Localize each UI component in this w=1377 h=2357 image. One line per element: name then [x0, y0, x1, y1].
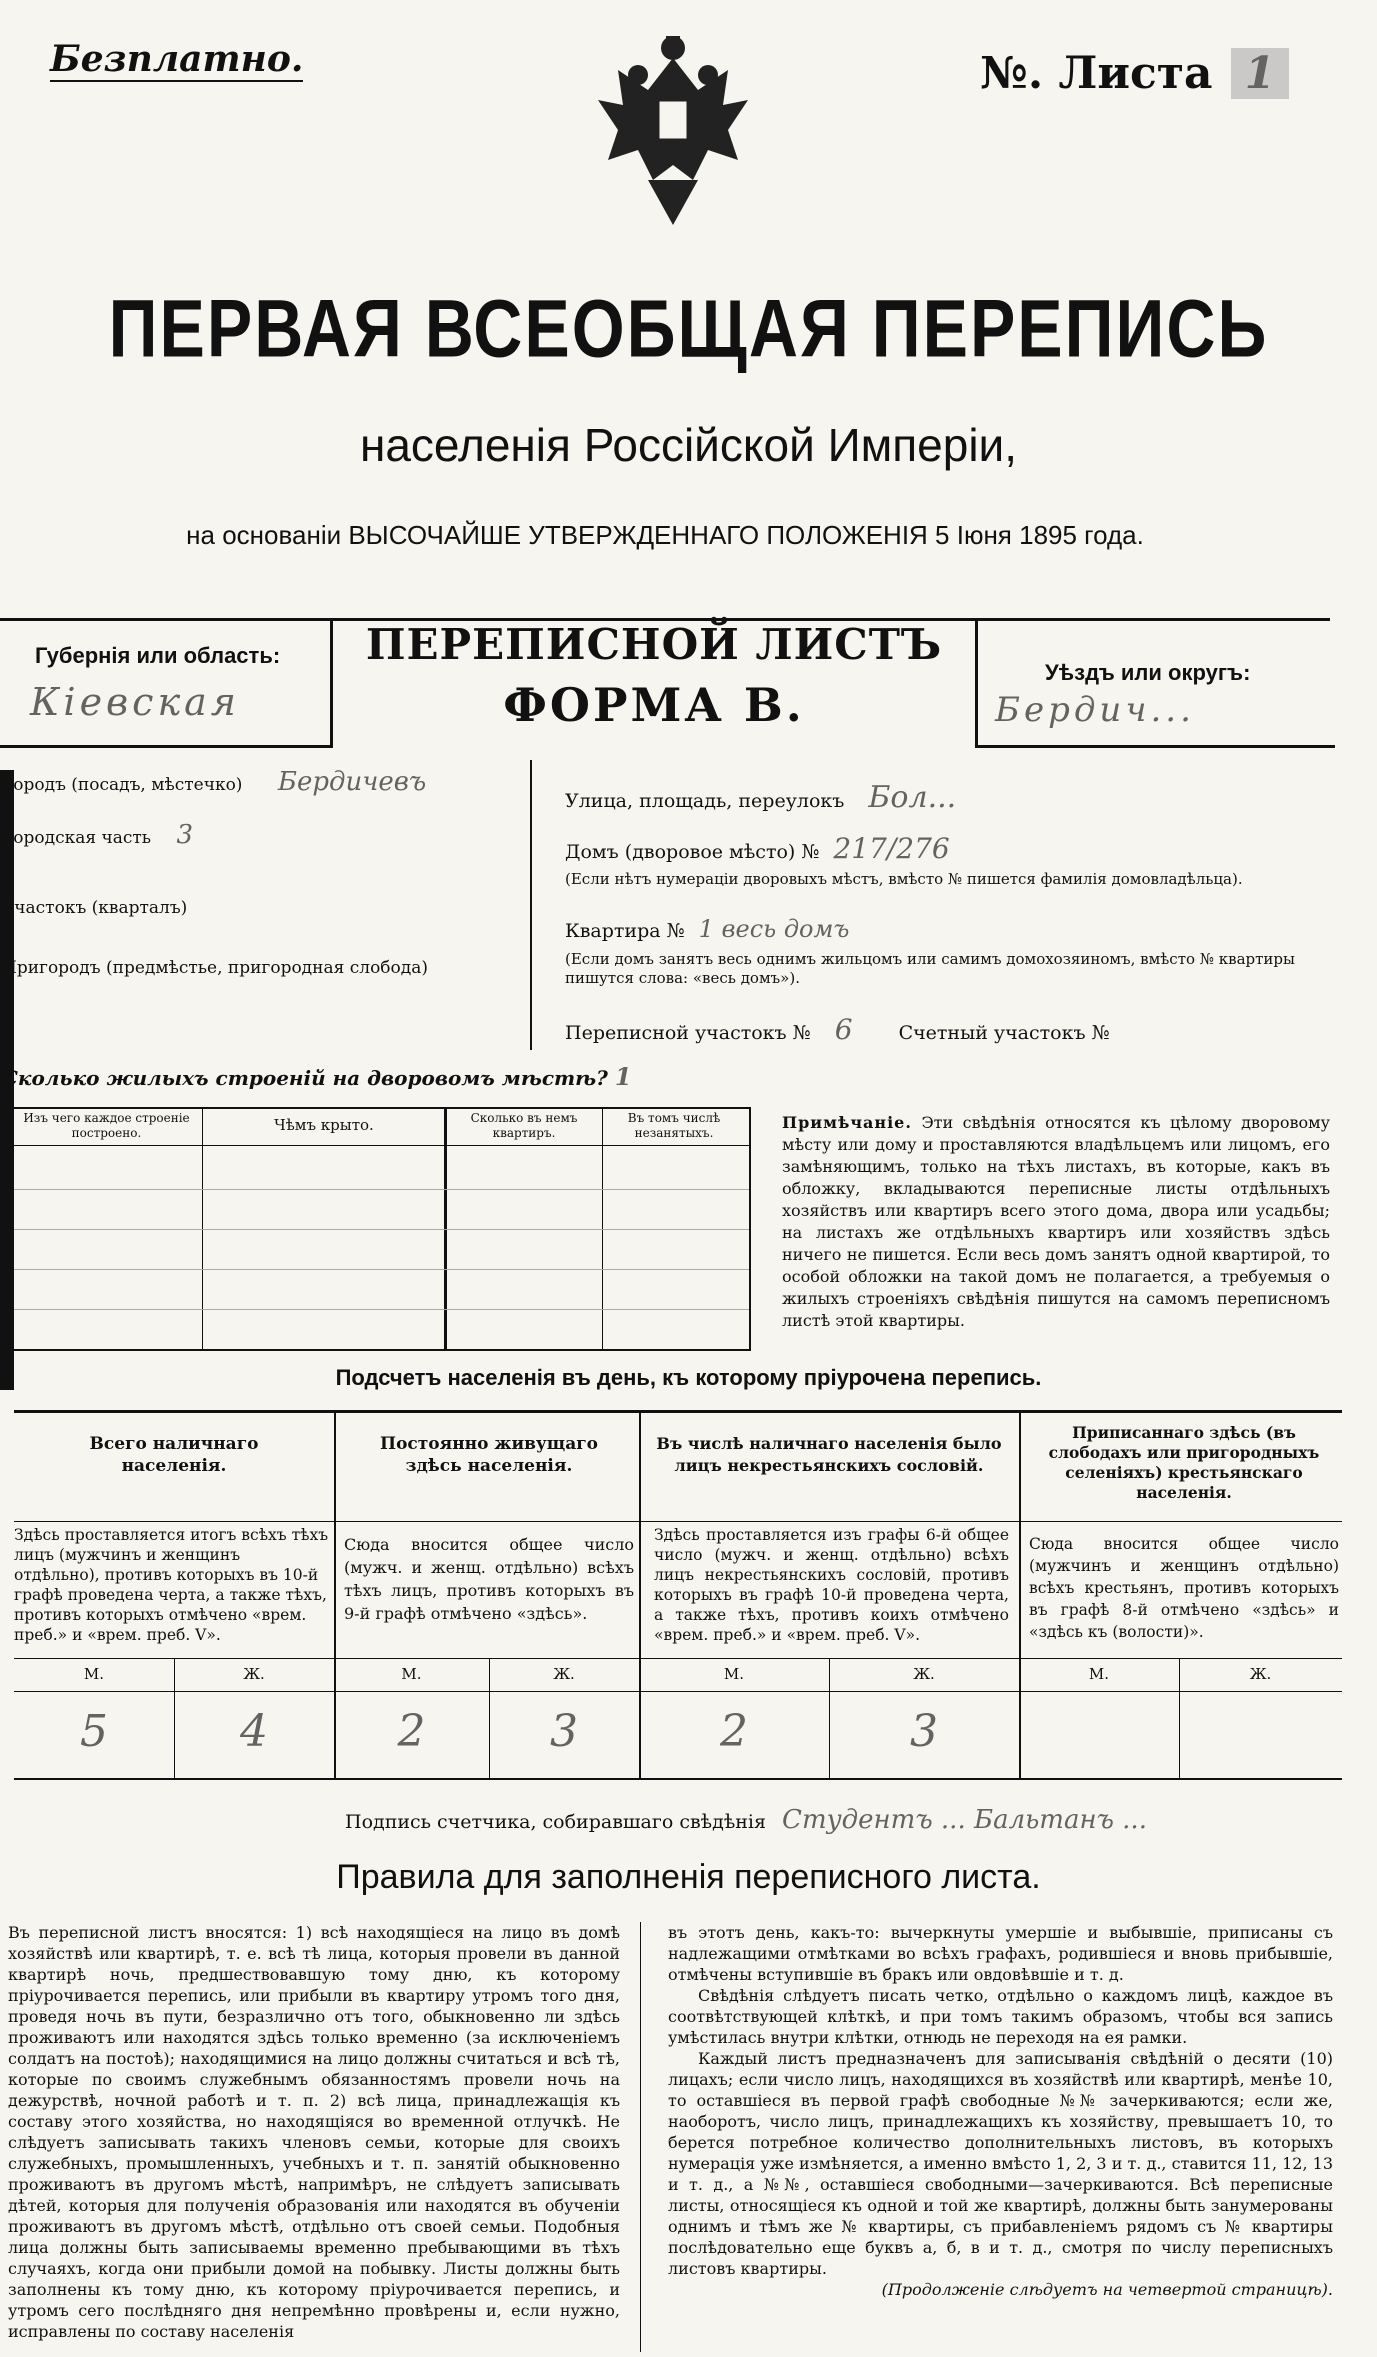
count-col4-m: М.: [1088, 1665, 1110, 1683]
count-col4-head: Приписаннаго здѣсь (въ слободахъ или пригородныхъ селеніяхъ) крестьянскаго населенія.: [1048, 1423, 1320, 1502]
note-block: [782, 1112, 1330, 1332]
signature-value: Студентъ ... Бальтанъ ...: [782, 1805, 1147, 1835]
census-title: ПЕРВАЯ ВСЕОБЩАЯ ПЕРЕПИСЬ: [108, 283, 1269, 375]
count-col3-body: Здѣсь проставляется изъ графы 6-й общее число (мужч. и женщ. отдѣльно) всѣхъ лицъ некрестьянскихъ сословій, противъ которыхъ въ графѣ 10-й проведена черта, а также тѣхъ, противъ коихъ отмѣчено «врем. преб.» и «врем. преб. V».: [654, 1526, 1009, 1644]
note-label: Примѣчаніе.: [782, 1113, 912, 1132]
imperial-eagle-emblem: [578, 30, 768, 230]
form-name: ФОРМА В.: [503, 678, 805, 732]
census-subtitle: населенія Россійской Имперіи,: [359, 419, 1018, 471]
sheet-number-value: 1: [1231, 48, 1290, 99]
buildings-table: [14, 1107, 751, 1351]
census-basis: на основаніи ВЫСОЧАЙШЕ УТВЕРЖДЕННАГО ПОЛОЖЕНІЯ 5 Іюня 1895 года.: [186, 520, 1144, 550]
buildings-col1-head: Изъ чего каждое строеніе построено.: [23, 1111, 190, 1140]
count-col1-head: Всего наличнаго населенія.: [89, 1434, 259, 1476]
count-table: [14, 1410, 1342, 1780]
city-value: Бердичевъ: [277, 767, 427, 797]
note-text: Эти свѣдѣнія относятся къ цѣлому дворовому мѣсту или дому и проставляются владѣльцемъ или лицомъ, его замѣняющимъ, только на тѣхъ листахъ, въ которые, какъ въ обложку, вкладываются переписные листы отдѣльныхъ хозяйствъ или квартиръ всего этого дома, двора или усадьбы; на листахъ же отдѣльныхъ квартиръ или хозяйствъ здѣсь ничего не пишется. Если весь домъ занятъ одной квартирой, то особой обложки на такой домъ не полагается, а требуемыя о жилыхъ строеніяхъ свѣдѣнія пишутся на самомъ переписномъ листѣ этой квартиры.: [782, 1113, 1331, 1330]
city-label: Городъ (посадъ, мѣстечко) Бердичевъ: [2, 767, 427, 797]
signature-label: Подпись счетчика, собиравшаго свѣдѣнія: [345, 1811, 766, 1833]
count-col2-f-value: 3: [550, 1706, 578, 1757]
count-col3-m-value: 2: [720, 1706, 748, 1757]
count-title: Подсчетъ населенія въ день, къ которому пріурочена перепись.: [335, 1365, 1042, 1390]
apartment-value: 1 весь домъ: [698, 915, 850, 943]
census-district-value: 6: [834, 1013, 853, 1046]
census-district-label: Переписной участокъ № 6 Счетный участокъ №: [565, 1013, 1110, 1046]
province-label: Губернія или область:: [35, 643, 281, 668]
district-label: Уѣздъ или округъ:: [1045, 660, 1251, 685]
buildings-question: Сколько жилыхъ строеній на дворовомъ мѣстѣ? 1: [2, 1062, 632, 1091]
count-col2-m-value: 2: [397, 1706, 426, 1757]
street-label: Улица, площадь, переулокъ Бол...: [565, 780, 957, 815]
count-col4-f: Ж.: [1249, 1665, 1272, 1683]
part-value: 3: [176, 820, 193, 850]
count-col3-head: Въ числѣ наличнаго населенія было лицъ некрестьянскихъ сословій.: [656, 1434, 1002, 1475]
block-label: Участокъ (кварталъ): [2, 898, 188, 918]
count-col1-f-value: 4: [240, 1706, 268, 1757]
part-label: Городская часть 3: [2, 820, 193, 850]
rules-continued: (Продолженіе слѣдуетъ на четвертой страницѣ).: [881, 2280, 1333, 2299]
count-col2-head: Постоянно живущаго здѣсь населенія.: [380, 1434, 598, 1476]
district-value: Бердич...: [995, 690, 1195, 730]
buildings-col2-head: Чѣмъ крыто.: [274, 1116, 374, 1134]
buildings-col3-head: Сколько въ немъ квартиръ.: [470, 1111, 578, 1140]
house-note: (Если нѣтъ нумераціи дворовыхъ мѣстъ, вмѣсто № пишется фамилія домовладѣльца).: [565, 870, 1243, 888]
house-value: 217/276: [833, 832, 950, 865]
count-col2-body: Сюда вносится общее число (мужч. и женщ. отдѣльно) всѣхъ тѣхъ лицъ, противъ которыхъ въ 9-й графѣ отмѣчено «здѣсь».: [344, 1535, 634, 1623]
rules-left: Въ переписной листъ вносятся: 1) всѣ находящіеся на лицо въ домѣ хозяйствѣ или квартирѣ, т. е. всѣ тѣ лица, которыя провели въ данной квартирѣ ночь, предшествовавшую тому дню, къ которому пріурочивается перепись, или прибыли въ квартиру утромъ того дня, проведя ночь въ пути, безразлично отъ того, обыкновенно ли здѣсь проживаютъ или находятся здѣсь только временно (за исключеніемъ солдатъ на постоѣ); находящимися на лицо должны считаться и всѣ тѣ, которые по своимъ служебнымъ обязанностямъ провели ночь на дежурствѣ, ночной работѣ и т. п. 2) всѣ лица, принадлежащія къ составу этого хозяйства, но находящіяся во временной отлучкѣ. Не слѣдуетъ записывать такихъ членовъ семьи, которые для своихъ служебныхъ, промышленныхъ, учебныхъ и т. п. занятій обыкновенно проживаютъ въ другомъ мѣстѣ, напримѣръ, не слѣдуетъ записывать дѣтей, которыя для полученія образованія или находятся въ обученіи проживаютъ въ другомъ мѣстѣ, отдѣльно отъ своей семьи. Подобныя лица должны быть записываемы временно пребывающими въ тѣхъ случаяхъ, когда они прибыли домой на побывку. Листы должны быть заполнены къ тому дню, къ которому пріурочивается перепись, и утромъ сего послѣдняго дня непремѣнно провѣрены и, если нужно, исправлены по составу населенія: [8, 1923, 620, 2341]
count-col3-f: Ж.: [913, 1665, 935, 1683]
count-col3-f-value: 3: [910, 1706, 938, 1757]
buildings-answer: 1: [614, 1062, 632, 1091]
count-col2-f: Ж.: [553, 1665, 575, 1683]
rules-title: Правила для заполненія переписного листа.: [336, 1858, 1041, 1896]
province-value: Кіевская: [30, 680, 240, 724]
count-col1-f: Ж.: [243, 1665, 265, 1683]
free-label: Безплатно.: [50, 38, 304, 80]
count-col1-body: Здѣсь проставляется итогъ всѣхъ тѣхъ лицъ (мужчинъ и женщинъ отдѣльно), противъ которыхъ въ 10-й графѣ проведена черта, а также тѣхъ, противъ которыхъ отмѣчено «врем. преб.» и «врем. преб. V».: [14, 1526, 329, 1644]
signature-row: [345, 1805, 1147, 1835]
count-col3-m: М.: [723, 1665, 745, 1683]
rules-right-3: Каждый листъ предназначенъ для записыванія свѣдѣній о десяти (10) лицахъ; если число лицъ, находящихся въ хозяйствѣ или квартирѣ, менѣе 10, то оставшіеся въ первой графѣ свободные №№ зачеркиваются; если же, наоборотъ, число лицъ, принадлежащихъ къ хозяйству, превышаетъ 10, то берется потребное количество дополнительныхъ листовъ, въ которыхъ нумерація уже измѣняется, а именно вмѣсто 1, 2, 3 и т. д., ставится 11, 12, 13 и т. д., а №№, оставшіеся свободными—зачеркиваются. Всѣ переписные листы, относящіеся къ одной и той же квартирѣ, должны быть занумерованы однимъ и тѣмъ же № квартиры, съ прибавленіемъ рядомъ съ № квартиры послѣдовательно еще буквъ а, б, в и т. д., смотря по числу переписныхъ листовъ квартиры.: [668, 2049, 1334, 2278]
rules-right-1: въ этотъ день, какъ-то: вычеркнуты умершіе и выбывшіе, приписаны съ надлежащими отмѣтками во всѣхъ графахъ, родившіеся и вновь прибывшіе, отмѣчены вступившіе въ бракъ или овдовѣвшіе и т. д.: [668, 1923, 1333, 1984]
rules-right-2: Свѣдѣнія слѣдуетъ писать четко, отдѣльно о каждомъ лицѣ, каждое въ соотвѣтствующей клѣткѣ, и при томъ такимъ образомъ, чтобы вся запись умѣстилась внутри клѣтки, отнюдь не переходя на ея рамки.: [668, 1986, 1333, 2047]
suburb-label: Пригородъ (предмѣстье, пригородная слобода): [2, 958, 429, 978]
count-col1-m-value: 5: [80, 1706, 108, 1757]
count-col4-body: Сюда вносится общее число (мужчинъ и женщинъ отдѣльно) всѣхъ крестьянъ, противъ которыхъ въ графѣ 8-й отмѣчено «здѣсь» и «здѣсь къ (волости)».: [1029, 1535, 1339, 1641]
sheet-number-label: №. Листа 1: [980, 48, 1289, 99]
house-label: Домъ (дворовое мѣсто) № 217/276: [565, 832, 950, 865]
count-district-label: Счетный участокъ №: [898, 1022, 1110, 1044]
apartment-label: Квартира № 1 весь домъ: [565, 915, 850, 943]
buildings-col4-head: Въ томъ числѣ незанятыхъ.: [627, 1111, 721, 1140]
count-col1-m: М.: [83, 1665, 105, 1683]
count-col2-m: М.: [401, 1665, 422, 1683]
street-value: Бол...: [868, 780, 957, 815]
apartment-note: (Если домъ занятъ весь однимъ жильцомъ или самимъ домохозяиномъ, вмѣсто № квартиры пишутся слова: «весь домъ»).: [565, 950, 1295, 987]
sheet-title: ПЕРЕПИСНОЙ ЛИСТЪ: [365, 620, 943, 669]
